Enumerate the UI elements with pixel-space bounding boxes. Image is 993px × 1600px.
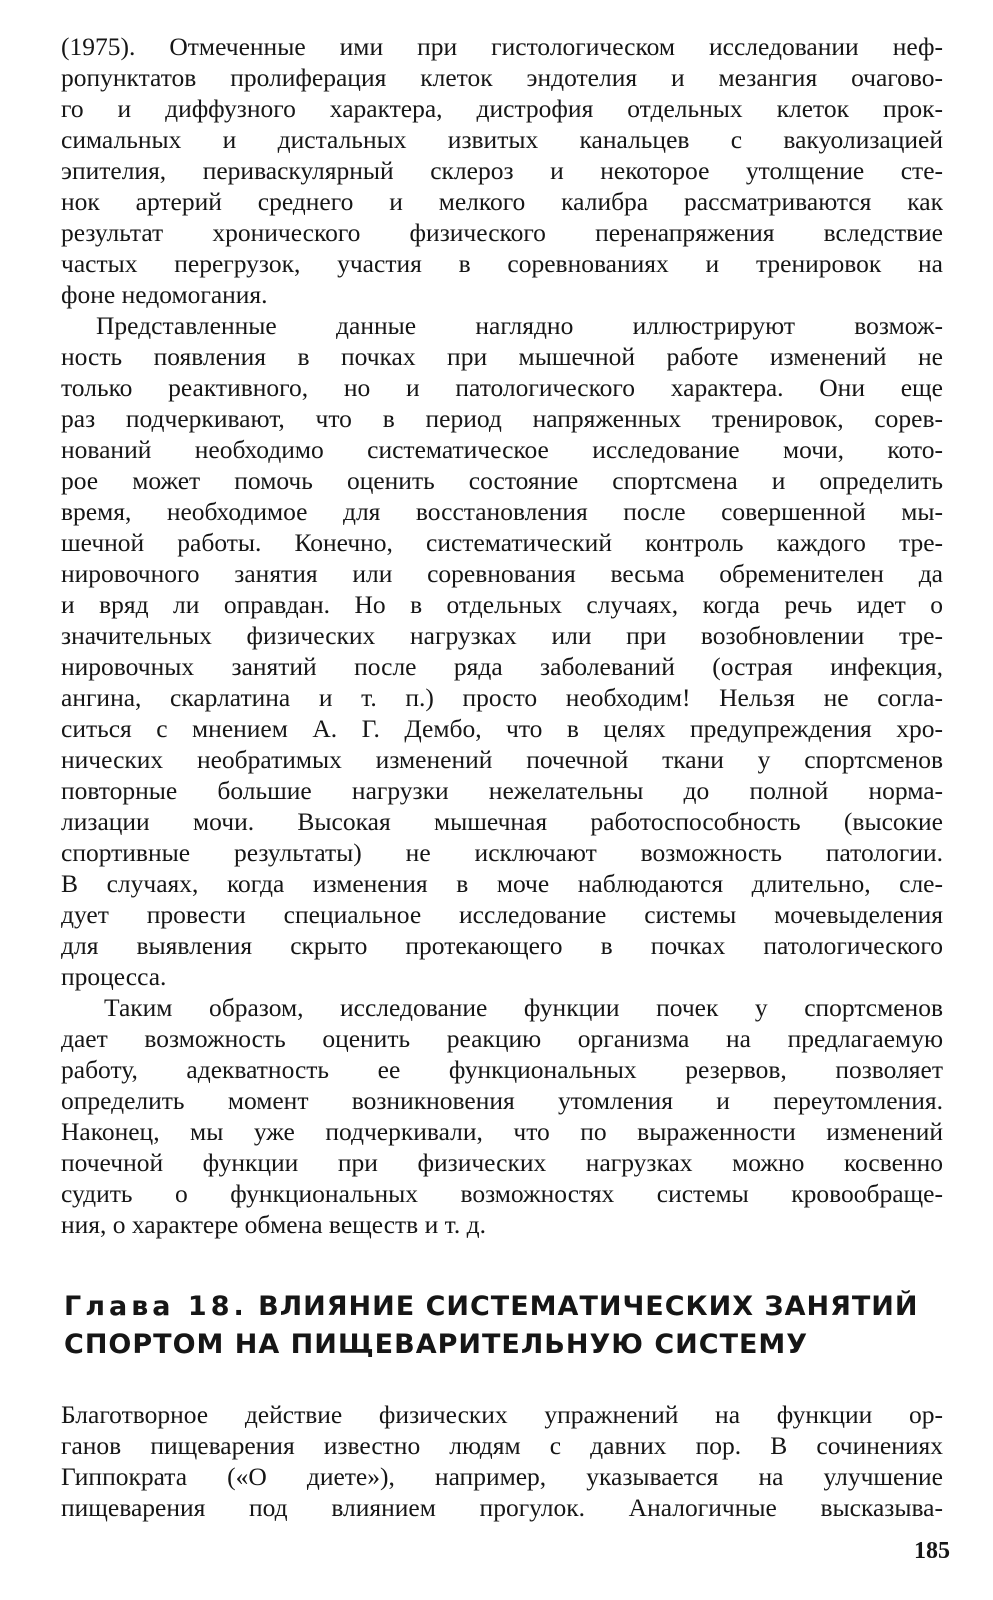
text-line: дует провести специальное исследование системы мочевыделения — [61, 900, 943, 929]
text-line: Представленные данные наглядно иллюстрируют возмож- — [96, 311, 943, 340]
text-line: Таким образом, исследование функции почек у спортсменов — [104, 993, 943, 1022]
text-line: нований необходимо систематическое исследование мочи, кото- — [61, 435, 943, 464]
page-number: 185 — [914, 1538, 950, 1564]
text-line: нок артерий среднего и мелкого калибра рассматриваются как — [61, 187, 943, 216]
text-line: судить о функциональных возможностях системы кровообраще- — [61, 1179, 943, 1208]
chapter-title-line2: СПОРТОМ НА ПИЩЕВАРИТЕЛЬНУЮ СИСТЕМУ — [64, 1329, 809, 1360]
text-line: ность появления в почках при мышечной работе изменений не — [61, 342, 943, 371]
text-line: пищеварения под влиянием прогулок. Аналогичные высказыва- — [61, 1493, 943, 1522]
text-line: ангина, скарлатина и т. п.) просто необходим! Нельзя не согла- — [61, 683, 943, 712]
text-line: ния, о характере обмена веществ и т. д. — [61, 1210, 486, 1239]
text-line: рое может помочь оценить состояние спортсмена и определить — [61, 466, 943, 495]
text-line: эпителия, периваскулярный склероз и некоторое утолщение сте- — [61, 156, 943, 185]
text-line: шечной работы. Конечно, систематический контроль каждого тре- — [61, 528, 943, 557]
text-line: только реактивного, но и патологического характера. Они еще — [61, 373, 943, 402]
text-line: лизации мочи. Высокая мышечная работоспособность (высокие — [61, 807, 943, 836]
text-line: раз подчеркивают, что в период напряженных тренировок, сорев- — [61, 404, 943, 433]
text-line: нических необратимых изменений почечной ткани у спортсменов — [61, 745, 943, 774]
text-line: результат хронического физического перенапряжения вследствие — [61, 218, 943, 247]
text-line: В случаях, когда изменения в моче наблюдаются длительно, сле- — [61, 869, 943, 898]
text-line: время, необходимое для восстановления после совершенной мы- — [61, 497, 943, 526]
text-line: работу, адекватность ее функциональных резервов, позволяет — [61, 1055, 943, 1084]
text-line: го и диффузного характера, дистрофия отдельных клеток прок- — [61, 94, 943, 123]
text-line: процесса. — [61, 962, 167, 991]
text-line: Наконец, мы уже подчеркивали, что по выраженности изменений — [61, 1117, 943, 1146]
text-line: почечной функции при физических нагрузках можно косвенно — [61, 1148, 943, 1177]
text-line: фоне недомогания. — [61, 280, 268, 309]
text-line: ропунктатов пролиферация клеток эндотелия и мезангия очагово- — [61, 63, 943, 92]
text-line: спортивные результаты) не исключают возможность патологии. — [61, 838, 943, 867]
text-line: определить момент возникновения утомления и переутомления. — [61, 1086, 943, 1115]
chapter-heading-line — [64, 1290, 944, 1324]
chapter-title-line1: ВЛИЯНИЕ СИСТЕМАТИЧЕСКИХ ЗАНЯТИЙ — [258, 1291, 919, 1322]
text-line: ганов пищеварения известно людям с давних пор. В сочинениях — [61, 1431, 943, 1460]
text-line: для выявления скрыто протекающего в почках патологического — [61, 931, 943, 960]
text-line: значительных физических нагрузках или при возобновлении тре- — [61, 621, 943, 650]
text-line: нировочных занятий после ряда заболеваний (острая инфекция, — [61, 652, 943, 681]
text-line: Благотворное действие физических упражнений на функции ор- — [61, 1400, 943, 1429]
text-line: (1975). Отмеченные ими при гистологическом исследовании неф- — [61, 32, 943, 61]
text-line: ситься с мнением А. Г. Дембо, что в целях предупреждения хро- — [61, 714, 943, 743]
text-line: Гиппократа («О диете»), например, указывается на улучшение — [61, 1462, 943, 1491]
chapter-prefix: Глава 18. — [64, 1291, 248, 1322]
text-line: нировочного занятия или соревнования весьма обременителен да — [61, 559, 943, 588]
text-line: частых перегрузок, участия в соревнованиях и тренировок на — [61, 249, 943, 278]
text-line: и вряд ли оправдан. Но в отдельных случаях, когда речь идет о — [61, 590, 943, 619]
text-line: дает возможность оценить реакцию организма на предлагаемую — [61, 1024, 943, 1053]
text-line: симальных и дистальных извитых канальцев с вакуолизацией — [61, 125, 943, 154]
text-line: повторные большие нагрузки нежелательны до полной норма- — [61, 776, 943, 805]
